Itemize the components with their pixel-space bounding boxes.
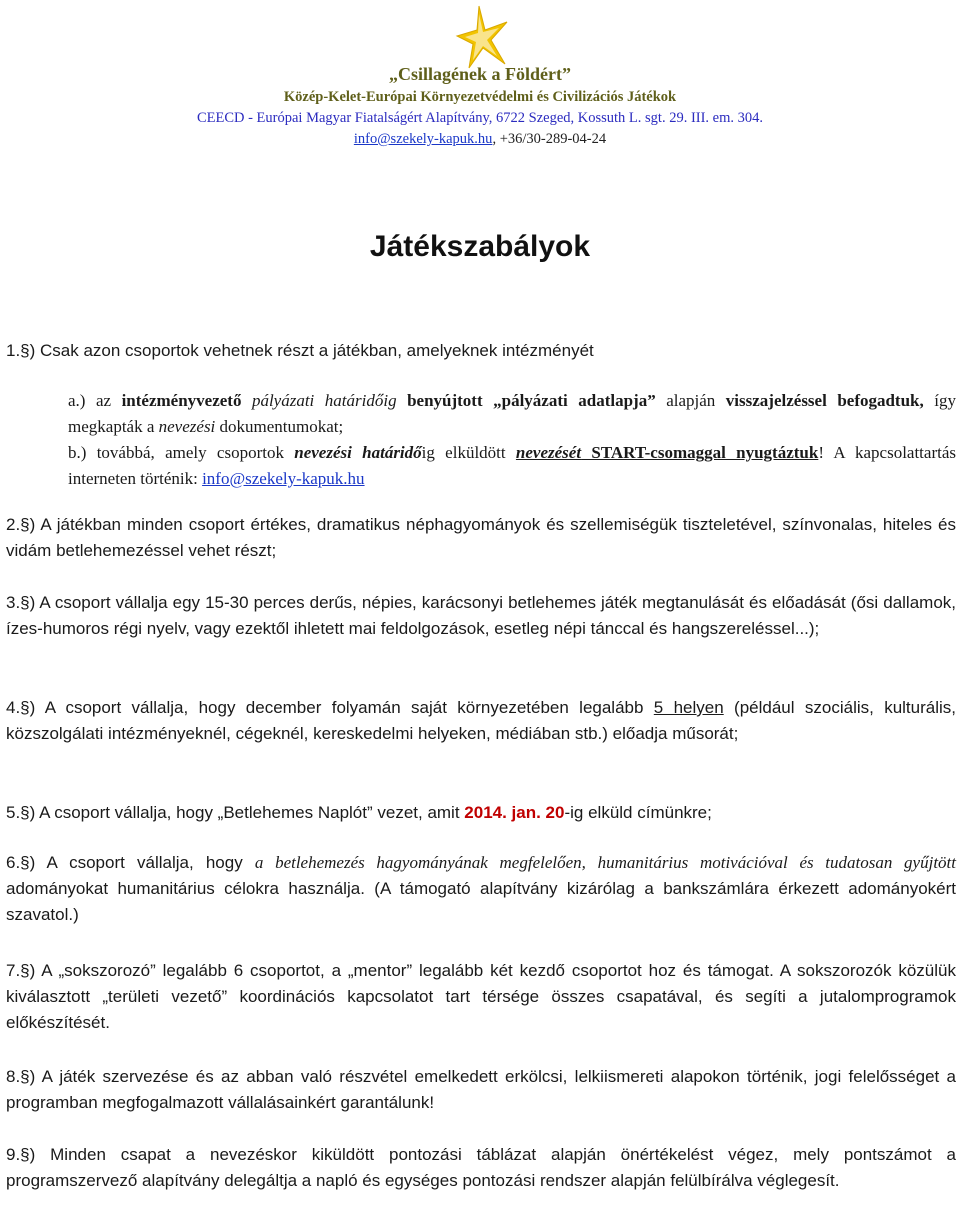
org-title: „Csillagének a Földért”: [389, 64, 571, 84]
rule-4: 4.§) A csoport vállalja, hogy december folyamán saját környezetében legalább 5 helyen (például szociális, kulturális, közszolgálati intézményeknél, cégeknél, kereskedelmi helyeken, médiában stb.) előadja műsorát;: [6, 698, 956, 743]
rule-7: 7.§) A „sokszorozó” legalább 6 csoportot, a „mentor” legalább két kezdő csoportot hoz és támogat. A sokszorozók közülük kiválasztott „területi vezető” koordinációs kapcsolatot tart térsége összes csapatával, és segíti a jutalomprogramok előkészítését.: [6, 961, 956, 1032]
rule-5: 5.§) A csoport vállalja, hogy „Betlehemes Naplót” vezet, amit 2014. jan. 20-ig elküld címünkre;: [6, 803, 712, 822]
phone-number: , +36/30-289-04-24: [492, 131, 607, 147]
letterhead: [0, 0, 960, 160]
contact-email-link[interactable]: info@szekely-kapuk.hu: [202, 469, 365, 488]
org-address: CEECD - Európai Magyar Fiatalságért Alapítvány, 6722 Szeged, Kossuth L. sgt. 29. III. em. 304.: [196, 110, 764, 126]
rule-8: 8.§) A játék szervezése és az abban való részvétel emelkedett erkölcsi, lelkiismereti alapokon történik, jogi felelősséget a programban megfogalmazott vállalásainkért garantálunk!: [6, 1067, 956, 1112]
rule-1b: b.) továbbá, amely csoportok nevezési határidőig elküldött nevezését START-csomaggal nyugtáztuk! A kapcsolattartás interneten történik: info@szekely-kapuk.hu: [68, 443, 956, 488]
rule-2: 2.§) A játékban minden csoport értékes, dramatikus néphagyományok és szellemiségük tiszteletével, színvonalas, hiteles és vidám betlehemezéssel vehet részt;: [6, 515, 956, 560]
org-subtitle: Közép-Kelet-Európai Környezetvédelmi és Civilizációs Játékok: [283, 89, 677, 105]
page-title: Játékszabályok: [369, 230, 591, 263]
email-link[interactable]: info@szekely-kapuk.hu: [353, 131, 493, 147]
rule-6: 6.§) A csoport vállalja, hogy a betlehemezés hagyományának megfelelően, humanitárius motivációval és tudatosan gyűjtött adományokat humanitárius célokra használja. (A támogató alapítvány kizárólag a bankszámlára érkezett adományokért szavatol.): [6, 853, 956, 924]
rule-1: 1.§) Csak azon csoportok vehetnek részt a játékban, amelyeknek intézményét: [6, 341, 594, 360]
rule-3: 3.§) A csoport vállalja egy 15-30 perces derűs, népies, karácsonyi betlehemes játék megtanulását és előadását (ősi dallamok, ízes-humoros régi nyelv, vagy ezektől ihletett mai feldolgozások, esetleg népi tánccal és hangszereléssel...);: [6, 593, 956, 638]
org-contact: [0, 131, 960, 148]
rule-9: 9.§) Minden csapat a nevezéskor kiküldött pontozási táblázat alapján önértékelést végez, mely pontszámot a programszervező alapítvány delegáltja a napló és egységes pontozási rendszer alapján felülbírálva véglegesít.: [6, 1145, 956, 1190]
rule-1a: a.) az intézményvezető pályázati határidőig benyújtott „pályázati adatlapja” alapján visszajelzéssel befogadtuk, így megkapták a nevezési dokumentumokat;: [68, 391, 956, 436]
